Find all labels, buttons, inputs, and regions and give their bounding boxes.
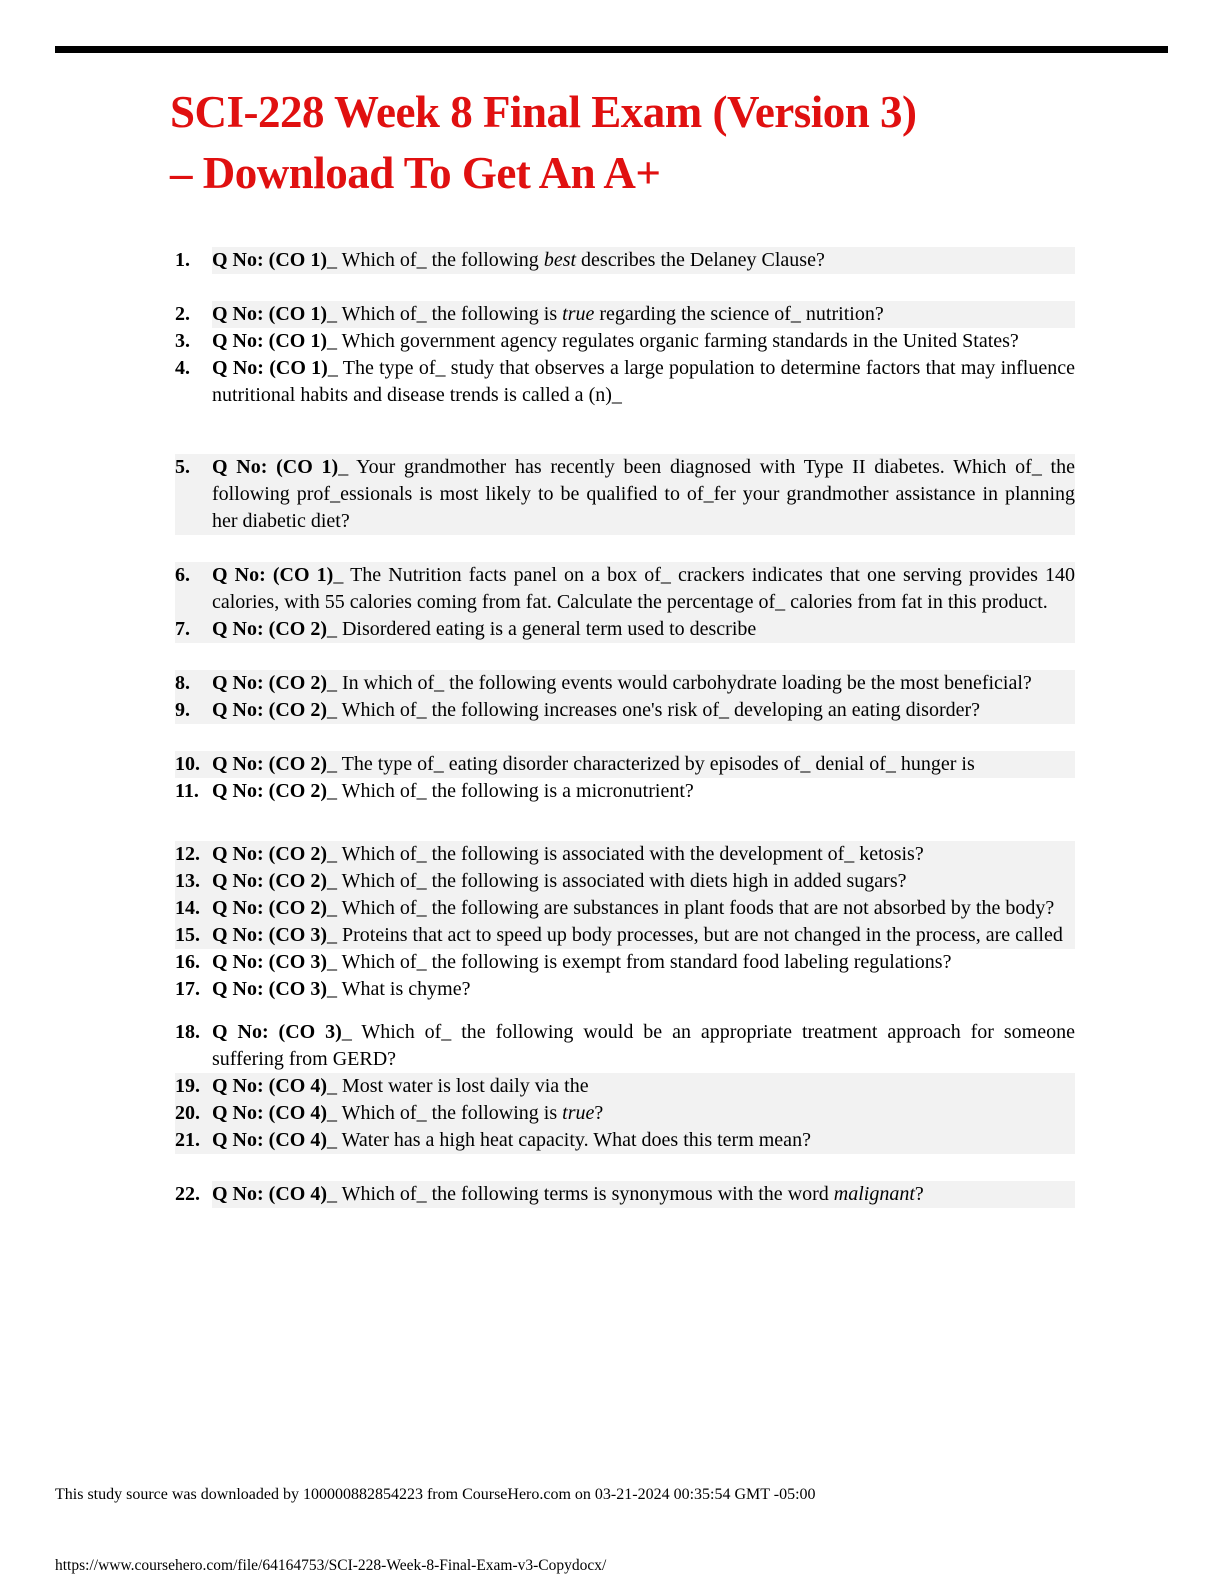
question-number: 5. [175,456,190,478]
question-item [175,328,1075,355]
question-item [175,616,1075,643]
source-url: https://www.coursehero.com/file/64164753/SCI-228-Week-8-Final-Exam-v3-Copydocx/ [55,1557,607,1574]
question-item [175,922,1075,949]
question-item [175,454,1075,535]
question-number: 18. [175,1021,200,1043]
question-number: 8. [175,672,190,694]
question-item [175,562,1075,616]
question-text: Q No: (CO 2)_ Which of_ the following are substances in plant foods that are not absorbed by the body? [212,897,1055,919]
question-text: Q No: (CO 4)_ Which of_ the following is true? [212,1102,604,1124]
question-text: Q No: (CO 1)_ Which of_ the following best describes the Delaney Clause? [212,247,1075,274]
question-number: 15. [175,924,200,946]
question-text: Q No: (CO 3)_ Proteins that act to speed up body processes, but are not changed in the process, are called [212,924,1063,946]
question-item [175,868,1075,895]
question-text: Q No: (CO 1)_ The type of_ study that observes a large population to determine factors that may influence nutritional habits and disease trends is called a (n)_ [212,357,1075,406]
question-number: 19. [175,1075,200,1097]
question-item [175,301,1075,328]
question-number: 3. [175,330,190,352]
question-text: Q No: (CO 3)_ Which of_ the following is exempt from standard food labeling regulations? [212,951,952,973]
question-text: Q No: (CO 2)_ Disordered eating is a general term used to describe [212,618,757,640]
question-number: 1. [175,249,190,271]
question-text: Q No: (CO 1)_ The Nutrition facts panel on a box of_ crackers indicates that one serving provides 140 calories, with 55 calories coming from fat. Calculate the percentage of_ calories from fat in this product. [212,564,1076,613]
question-item [175,1073,1075,1100]
question-text: Q No: (CO 4)_ Water has a high heat capacity. What does this term mean? [212,1129,811,1151]
question-item [175,1127,1075,1154]
question-number: 9. [175,699,190,721]
download-note: This study source was downloaded by 100000882854223 from CourseHero.com on 03-21-2024 00:35:54 GMT -05:00 [55,1486,816,1503]
question-item [175,1019,1075,1073]
question-item [175,247,1075,274]
question-text: Q No: (CO 2)_ Which of_ the following is associated with diets high in added sugars? [212,870,907,892]
questions-list [175,247,1075,1208]
question-number: 7. [175,618,190,640]
question-number: 11. [175,780,199,802]
question-number: 17. [175,978,200,1000]
page-title [170,82,1100,204]
question-number: 16. [175,951,200,973]
question-number: 2. [175,303,190,325]
question-number: 4. [175,357,190,379]
page-title-line1: SCI-228 Week 8 Final Exam (Version 3) [170,87,917,137]
question-text: Q No: (CO 3)_ Which of_ the following would be an appropriate treatment approach for someone suffering from GERD? [212,1021,1075,1070]
question-number: 14. [175,897,200,919]
top-rule-divider [55,46,1168,53]
question-item [175,976,1075,1003]
question-text: Q No: (CO 1)_ Which government agency regulates organic farming standards in the United States? [212,330,1019,352]
question-number: 20. [175,1102,200,1124]
question-item [175,895,1075,922]
question-text: Q No: (CO 2)_ Which of_ the following increases one's risk of_ developing an eating disorder? [212,699,981,721]
question-number: 13. [175,870,200,892]
question-item [175,1100,1075,1127]
question-text: Q No: (CO 1)_ Which of_ the following is true regarding the science of_ nutrition? [212,301,1075,328]
question-text: Q No: (CO 3)_ What is chyme? [212,978,471,1000]
question-item [175,778,1075,805]
question-text: Q No: (CO 2)_ Which of_ the following is associated with the development of_ ketosis? [212,843,924,865]
question-text: Q No: (CO 2)_ In which of_ the following events would carbohydrate loading be the most beneficial? [212,672,1032,694]
question-item [175,697,1075,724]
question-item [175,670,1075,697]
question-number: 21. [175,1129,200,1151]
question-text: Q No: (CO 2)_ The type of_ eating disorder characterized by episodes of_ denial of_ hunger is [212,753,975,775]
question-item [175,751,1075,778]
question-text: Q No: (CO 1)_ Your grandmother has recently been diagnosed with Type II diabetes. Which of_ the following prof_essionals is most likely to be qualified to of_fer your grandmother assistance in planning her diabetic diet? [212,456,1075,532]
question-item [175,1181,1075,1208]
question-item [175,949,1075,976]
question-item [175,355,1075,409]
question-text: Q No: (CO 2)_ Which of_ the following is a micronutrient? [212,780,694,802]
question-number: 22. [175,1183,200,1205]
question-text: Q No: (CO 4)_ Which of_ the following terms is synonymous with the word malignant? [212,1181,1075,1208]
question-number: 6. [175,564,190,586]
question-item [175,841,1075,868]
question-number: 12. [175,843,200,865]
page-title-line2: – Download To Get An A+ [170,148,661,198]
question-number: 10. [175,753,200,775]
question-text: Q No: (CO 4)_ Most water is lost daily via the [212,1075,589,1097]
